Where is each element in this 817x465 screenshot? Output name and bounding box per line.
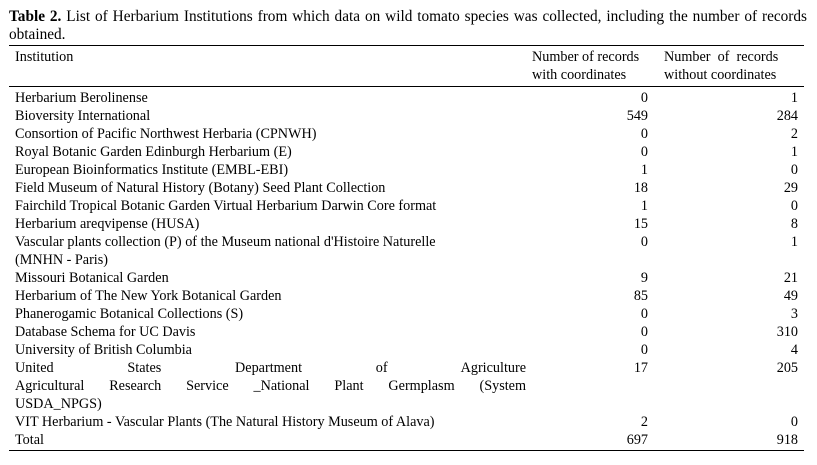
without-coordinates-cell: 29 xyxy=(783,180,798,196)
with-coordinates-cell: 0 xyxy=(640,144,648,160)
institution-cell: Missouri Botanical Garden xyxy=(15,270,169,286)
with-coordinates-cell: 0 xyxy=(640,126,648,142)
without-coordinates-cell: 1 xyxy=(790,144,798,160)
table-row xyxy=(9,125,804,143)
institution-cell: Database Schema for UC Davis xyxy=(15,324,196,340)
institution-cell: University of British Columbia xyxy=(15,342,192,358)
institution-cell xyxy=(9,233,526,269)
without-coordinates-cell: 1 xyxy=(790,234,798,250)
table-caption xyxy=(9,8,807,44)
without-coordinates-cell: 0 xyxy=(790,414,798,430)
total-with-coordinates: 697 xyxy=(626,432,648,448)
institution-cell: Phanerogamic Botanical Collections (S) xyxy=(15,306,244,322)
herbarium-table xyxy=(9,45,804,451)
institution-cell: Herbarium of The New York Botanical Garden xyxy=(15,288,282,304)
with-coordinates-cell: 1 xyxy=(640,162,648,178)
table-caption-text: List of Herbarium Institutions from which data on wild tomato species was collected, including the number of records obtained. xyxy=(9,8,808,43)
with-coordinates-cell: 0 xyxy=(640,306,648,322)
with-coordinates-cell: 17 xyxy=(633,360,648,376)
with-coordinates-cell: 0 xyxy=(640,342,648,358)
without-coordinates-cell: 49 xyxy=(783,288,798,304)
institution-cell: Herbarium areqvipense (HUSA) xyxy=(15,216,200,232)
institution-cell-line2: Agricultural Research Service _National Plant Germplasm (System xyxy=(15,378,526,394)
with-coordinates-cell: 85 xyxy=(633,288,648,304)
institution-cell: Royal Botanic Garden Edinburgh Herbarium (E) xyxy=(15,144,292,160)
table-row xyxy=(9,233,804,269)
table-row xyxy=(9,179,804,197)
institution-cell: Bioversity International xyxy=(15,108,151,124)
without-coordinates-cell: 1 xyxy=(790,90,798,106)
table-header-row xyxy=(9,46,804,87)
institution-cell: VIT Herbarium - Vascular Plants (The Natural History Museum of Alava) xyxy=(15,414,435,430)
header-without-line1: Number of records xyxy=(664,49,779,65)
institution-cell: European Bioinformatics Institute (EMBL-EBI) xyxy=(15,162,289,178)
with-coordinates-cell: 9 xyxy=(640,270,648,286)
table-row xyxy=(9,161,804,179)
institution-cell-line2: (MNHN - Paris) xyxy=(15,252,108,268)
table-row xyxy=(9,305,804,323)
header-without-coordinates xyxy=(660,46,804,87)
header-with-line1: Number of records xyxy=(532,49,640,65)
header-with-line2: with coordinates xyxy=(532,67,627,83)
institution-cell-line3: USDA_NPGS) xyxy=(15,396,102,412)
table-row xyxy=(9,87,804,108)
without-coordinates-cell: 284 xyxy=(776,108,798,124)
institution-cell-line1: United States Department of Agriculture xyxy=(15,360,526,376)
without-coordinates-cell: 21 xyxy=(783,270,798,286)
with-coordinates-cell: 15 xyxy=(633,216,648,232)
total-label: Total xyxy=(15,432,44,448)
table-row xyxy=(9,413,804,431)
header-without-line2: without coordinates xyxy=(664,67,777,83)
institution-cell-line1: Vascular plants collection (P) of the Museum national d'Histoire Naturelle xyxy=(15,234,436,250)
total-without-coordinates: 918 xyxy=(776,432,798,448)
without-coordinates-cell: 205 xyxy=(776,360,798,376)
table-row xyxy=(9,359,804,413)
with-coordinates-cell: 1 xyxy=(640,198,648,214)
table-row xyxy=(9,287,804,305)
with-coordinates-cell: 0 xyxy=(640,324,648,340)
header-with-coordinates xyxy=(526,46,660,87)
without-coordinates-cell: 0 xyxy=(790,198,798,214)
without-coordinates-cell: 3 xyxy=(790,306,798,322)
table-total-row xyxy=(9,431,804,451)
table-caption-label: Table 2. xyxy=(9,8,62,25)
table-row xyxy=(9,215,804,233)
header-institution: Institution xyxy=(15,49,74,65)
table-row xyxy=(9,269,804,287)
with-coordinates-cell: 2 xyxy=(640,414,648,430)
with-coordinates-cell: 18 xyxy=(633,180,648,196)
without-coordinates-cell: 0 xyxy=(790,162,798,178)
institution-cell: Fairchild Tropical Botanic Garden Virtual Herbarium Darwin Core format xyxy=(15,198,437,214)
institution-cell: Field Museum of Natural History (Botany) Seed Plant Collection xyxy=(15,180,386,196)
without-coordinates-cell: 2 xyxy=(790,126,798,142)
with-coordinates-cell: 0 xyxy=(640,234,648,250)
without-coordinates-cell: 8 xyxy=(790,216,798,232)
table-row xyxy=(9,323,804,341)
with-coordinates-cell: 549 xyxy=(626,108,648,124)
table-row xyxy=(9,341,804,359)
with-coordinates-cell: 0 xyxy=(640,90,648,106)
institution-cell: Consortion of Pacific Northwest Herbaria (CPNWH) xyxy=(15,126,317,142)
without-coordinates-cell: 4 xyxy=(790,342,798,358)
institution-cell xyxy=(9,359,526,413)
table-row xyxy=(9,107,804,125)
without-coordinates-cell: 310 xyxy=(776,324,798,340)
institution-cell: Herbarium Berolinense xyxy=(15,90,148,106)
table-row xyxy=(9,197,804,215)
table-row xyxy=(9,143,804,161)
